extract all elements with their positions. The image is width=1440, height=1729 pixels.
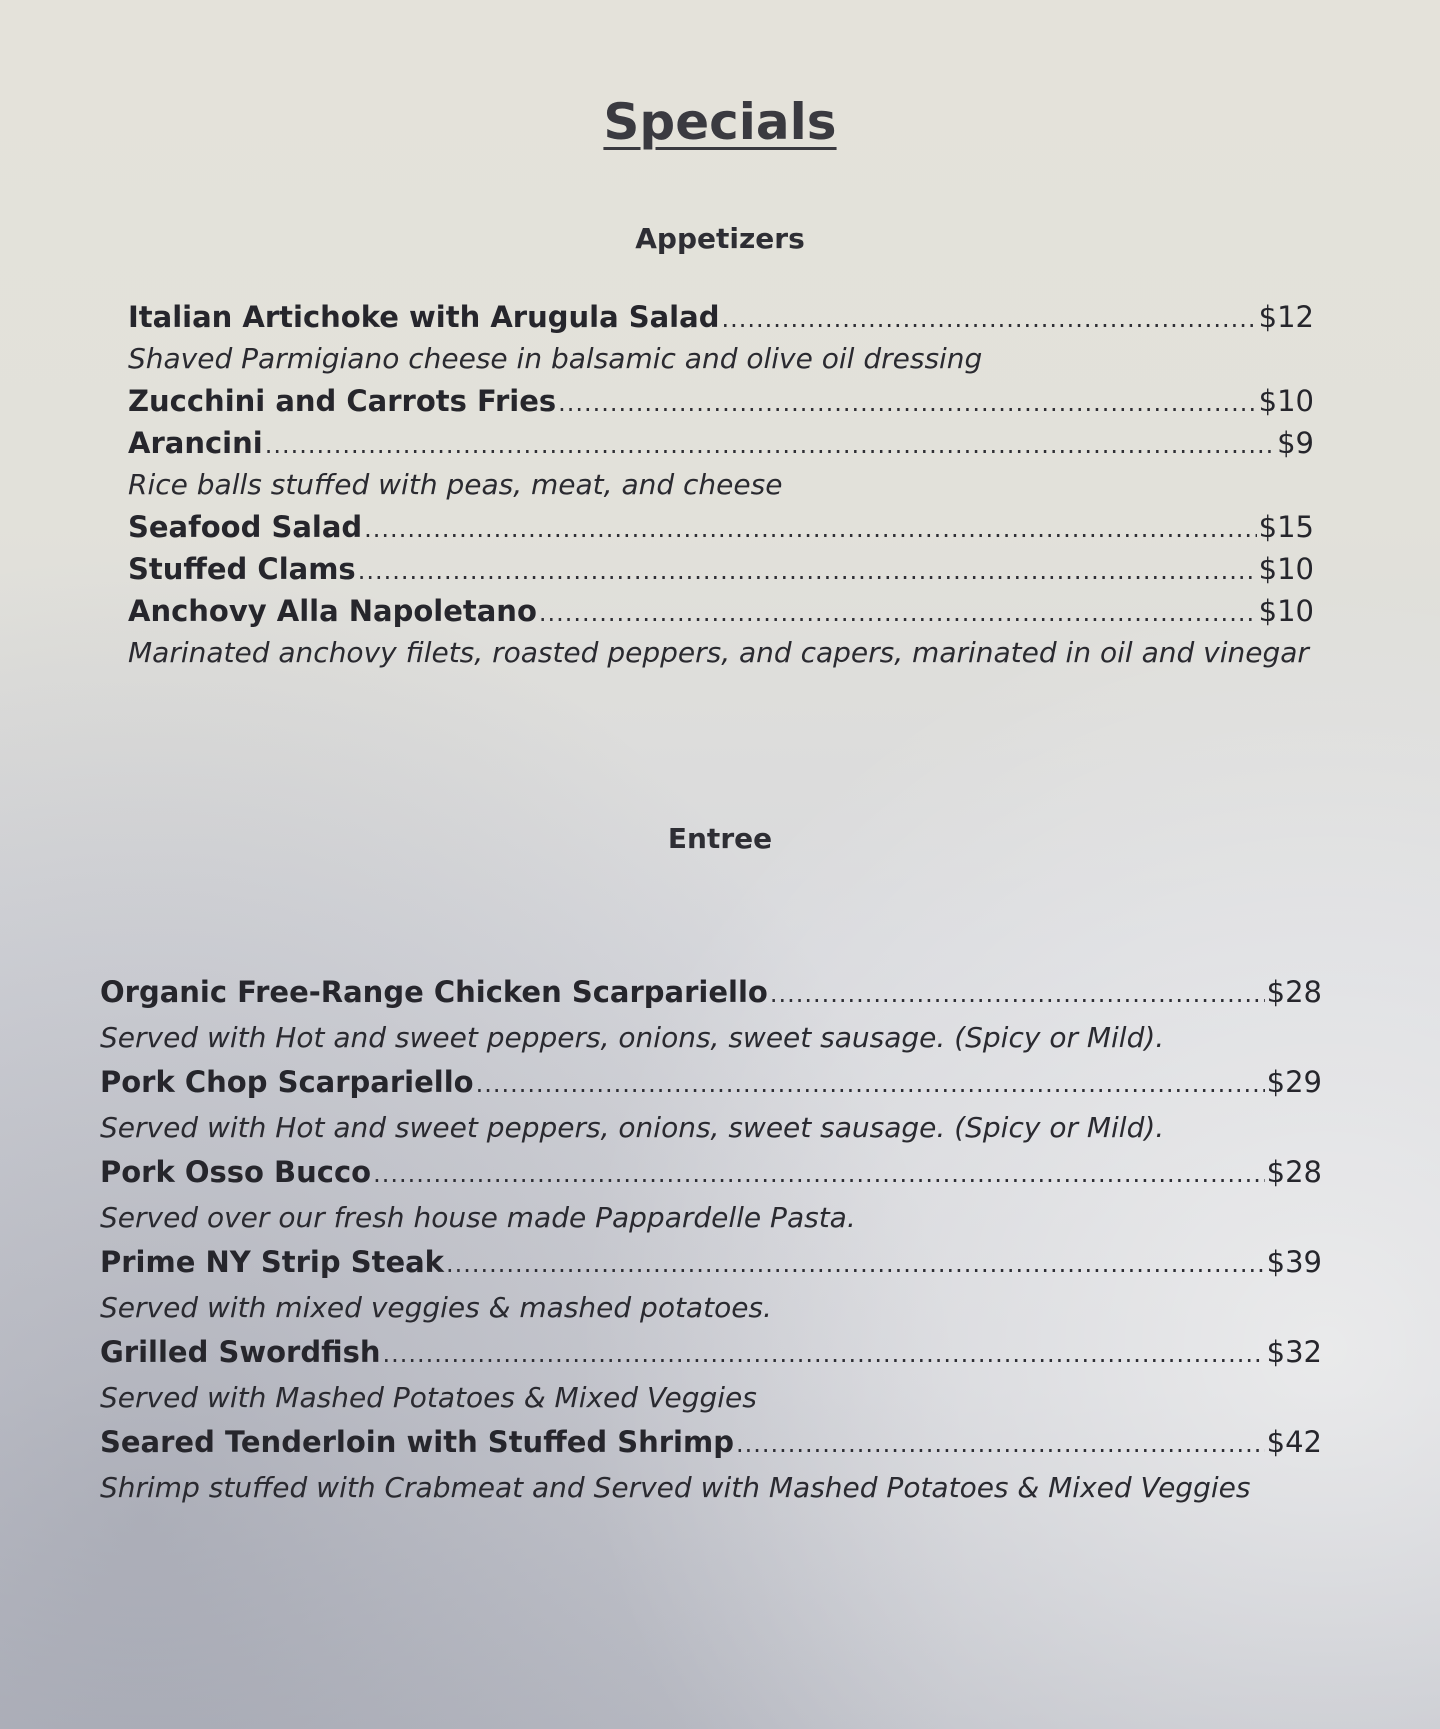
menu-item-line	[128, 296, 1314, 338]
list-item	[128, 296, 1314, 380]
list-item	[128, 422, 1314, 506]
menu-item-name: Pork Chop Scarpariello	[100, 1065, 474, 1099]
dot-leader	[558, 382, 1257, 424]
menu-item-description: Served with Hot and sweet peppers, onions, sweet sausage. (Spicy or Mild).	[100, 1111, 1165, 1144]
menu-item-line	[100, 1330, 1322, 1375]
menu-item-line	[128, 590, 1314, 632]
dot-leader	[721, 298, 1256, 340]
list-item	[128, 548, 1314, 590]
list-item	[100, 970, 1322, 1060]
menu-item-line	[128, 506, 1314, 548]
menu-item-price: $10	[1258, 384, 1314, 418]
appetizers-list	[128, 296, 1314, 674]
menu-item-name: Grilled Swordfish	[100, 1335, 381, 1369]
menu-item-line	[128, 380, 1314, 422]
menu-item-line	[128, 548, 1314, 590]
menu-item-line	[100, 1420, 1322, 1465]
page-title	[0, 92, 1440, 152]
menu-item-description: Rice balls stuffed with peas, meat, and cheese	[128, 468, 783, 501]
dot-leader	[265, 424, 1275, 466]
menu-item-name: Italian Artichoke with Arugula Salad	[128, 300, 720, 334]
menu-item-price: $39	[1266, 1245, 1322, 1279]
dot-leader	[539, 592, 1257, 634]
menu-item-price: $12	[1258, 300, 1314, 334]
menu-item-price: $28	[1266, 975, 1322, 1009]
dot-leader	[364, 508, 1256, 550]
dot-leader	[770, 972, 1265, 1017]
menu-item-description: Served with mixed veggies & mashed potatoes.	[100, 1291, 772, 1324]
list-item	[128, 506, 1314, 548]
menu-item-line	[128, 422, 1314, 464]
menu-item-name: Prime NY Strip Steak	[100, 1245, 444, 1279]
list-item	[100, 1330, 1322, 1420]
list-item	[128, 590, 1314, 674]
menu-item-name: Stuffed Clams	[128, 552, 356, 586]
menu-item-line	[100, 1240, 1322, 1285]
entree-list	[100, 970, 1322, 1510]
menu-item-description: Served over our fresh house made Pappardelle Pasta.	[100, 1201, 856, 1234]
menu-item-description: Served with Hot and sweet peppers, onions, sweet sausage. (Spicy or Mild).	[100, 1021, 1165, 1054]
menu-item-name: Zucchini and Carrots Fries	[128, 384, 557, 418]
menu-item-description: Shaved Parmigiano cheese in balsamic and olive oil dressing	[128, 342, 983, 375]
menu-item-description: Served with Mashed Potatoes & Mixed Veggies	[100, 1381, 757, 1414]
list-item	[100, 1240, 1322, 1330]
menu-item-price: $32	[1266, 1335, 1322, 1369]
menu-item-name: Arancini	[128, 426, 263, 460]
menu-item-line	[100, 1060, 1322, 1105]
menu-item-price: $10	[1258, 594, 1314, 628]
list-item	[100, 1420, 1322, 1510]
dot-leader	[736, 1422, 1265, 1467]
list-item	[128, 380, 1314, 422]
dot-leader	[373, 1152, 1265, 1197]
menu-item-price: $42	[1266, 1425, 1322, 1459]
menu-item-line	[100, 970, 1322, 1015]
dot-leader	[383, 1332, 1265, 1377]
list-item	[100, 1150, 1322, 1240]
menu-item-line	[100, 1150, 1322, 1195]
list-item	[100, 1060, 1322, 1150]
section-heading-entree: Entree	[667, 822, 773, 855]
menu-item-price: $29	[1266, 1065, 1322, 1099]
menu-item-name: Seafood Salad	[128, 510, 363, 544]
menu-item-name: Anchovy Alla Napoletano	[128, 594, 537, 628]
menu-item-price: $10	[1258, 552, 1314, 586]
page-title-text: Specials	[603, 93, 837, 151]
menu-item-price: $15	[1258, 510, 1314, 544]
menu-item-price: $9	[1277, 426, 1314, 460]
dot-leader	[358, 550, 1257, 592]
dot-leader	[476, 1062, 1265, 1107]
menu-item-name: Seared Tenderloin with Stuffed Shrimp	[100, 1425, 734, 1459]
menu-item-name: Organic Free-Range Chicken Scarpariello	[100, 975, 768, 1009]
menu-item-description: Marinated anchovy filets, roasted peppers, and capers, marinated in oil and vinegar	[128, 636, 1309, 669]
menu-item-description: Shrimp stuffed with Crabmeat and Served with Mashed Potatoes & Mixed Veggies	[100, 1471, 1251, 1504]
menu-item-price: $28	[1266, 1155, 1322, 1189]
dot-leader	[446, 1242, 1265, 1287]
menu-item-name: Pork Osso Bucco	[100, 1155, 372, 1189]
section-heading-appetizers: Appetizers	[635, 222, 805, 255]
